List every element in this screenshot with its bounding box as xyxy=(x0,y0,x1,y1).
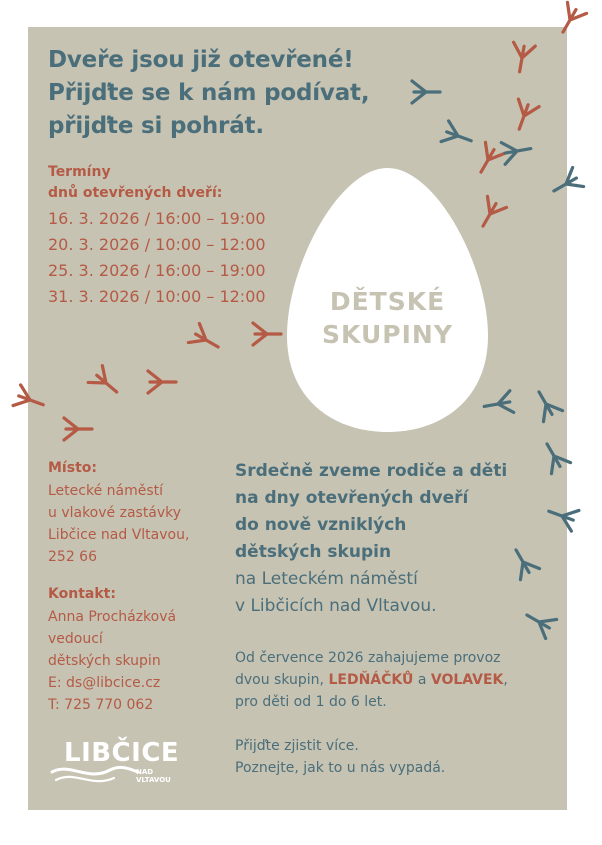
place-label: Místo: xyxy=(48,460,97,476)
date-item: 31. 3. 2026 / 10:00 – 12:00 xyxy=(48,287,266,306)
operation-suffix: , xyxy=(503,672,508,688)
footprint-icon xyxy=(529,386,562,421)
footprint-icon xyxy=(64,418,92,440)
date-list xyxy=(48,206,266,310)
footprint-icon xyxy=(88,366,124,401)
egg-title-line2: SKUPINY xyxy=(322,320,453,349)
place-line: Letecké náměstí xyxy=(48,483,164,499)
footprint-icon xyxy=(441,121,475,151)
footprint-icon xyxy=(509,42,536,73)
place-address xyxy=(48,480,189,568)
egg-title xyxy=(286,285,489,351)
footprint-icon xyxy=(253,323,281,345)
place-line: 252 66 xyxy=(48,549,97,565)
invite-line: v Libčicích nad Vltavou. xyxy=(235,596,437,616)
logo-subtitle: NAD VLTAVOU xyxy=(136,768,171,784)
footprint-icon xyxy=(188,323,223,356)
operation-line2 xyxy=(235,669,555,691)
invite-line: do nově vzniklých xyxy=(235,515,407,535)
operation-connector: a xyxy=(413,672,431,688)
egg-title-line1: DĚTSKÉ xyxy=(329,287,446,316)
contact-label: Kontakt: xyxy=(48,586,116,602)
terms-heading-line1: Termíny xyxy=(48,164,111,180)
contact-block xyxy=(48,584,176,716)
headline-line1: Dveře jsou již otevřené! xyxy=(48,47,354,73)
contact-details xyxy=(48,606,176,716)
closing-line2: Poznejte, jak to u nás vypadá. xyxy=(235,760,446,776)
headline-line2: Přijďte se k nám podívat, xyxy=(48,80,370,106)
contact-phone[interactable]: T: 725 770 062 xyxy=(48,697,154,713)
logo-wave-icon xyxy=(48,758,148,786)
operation-line3: pro děti od 1 do 6 let. xyxy=(235,694,387,710)
group-name-1: LEDŇÁČKŮ xyxy=(328,672,414,688)
operation-line1: Od července 2026 zahajujeme provoz xyxy=(235,650,501,666)
footprint-icon xyxy=(509,99,539,133)
terms-heading xyxy=(48,162,222,204)
invite-line: Srdečně zveme rodiče a děti xyxy=(235,461,508,481)
date-item: 16. 3. 2026 / 16:00 – 19:00 xyxy=(48,209,266,228)
closing-line1: Přijďte zjistit více. xyxy=(235,738,359,754)
terms-heading-line2: dnů otevřených dveří: xyxy=(48,185,223,201)
headline xyxy=(48,44,408,143)
contact-email[interactable]: E: ds@libcice.cz xyxy=(48,675,161,691)
footprint-icon xyxy=(13,385,47,415)
invitation-text xyxy=(235,458,545,620)
logo-wordmark: LIBČICE xyxy=(64,738,180,768)
invite-line: dětských skupin xyxy=(235,542,392,562)
footprint-icon xyxy=(545,501,579,531)
invite-line: na dny otevřených dveří xyxy=(235,488,469,508)
contact-role: vedoucí xyxy=(48,631,103,647)
place-block xyxy=(48,458,189,568)
footprint-icon xyxy=(548,167,583,200)
footprint-icon xyxy=(553,2,586,37)
footprint-icon xyxy=(501,138,532,165)
date-item: 25. 3. 2026 / 16:00 – 19:00 xyxy=(48,261,266,280)
footprint-icon xyxy=(148,371,176,393)
date-item: 20. 3. 2026 / 10:00 – 12:00 xyxy=(48,235,266,254)
contact-role: dětských skupin xyxy=(48,653,161,669)
closing-paragraph xyxy=(235,735,555,779)
footprint-icon xyxy=(412,81,440,103)
operation-paragraph xyxy=(235,647,555,713)
place-line: Libčice nad Vltavou, xyxy=(48,527,190,543)
invite-line: na Leteckém náměstí xyxy=(235,569,418,589)
operation-prefix: dvou skupin, xyxy=(235,672,329,688)
contact-name: Anna Procházková xyxy=(48,609,177,625)
group-name-2: VOLAVEK xyxy=(430,672,504,688)
headline-line3: přijďte si pohrát. xyxy=(48,113,264,139)
place-line: u vlakové zastávky xyxy=(48,505,182,521)
libcice-logo xyxy=(48,738,188,788)
